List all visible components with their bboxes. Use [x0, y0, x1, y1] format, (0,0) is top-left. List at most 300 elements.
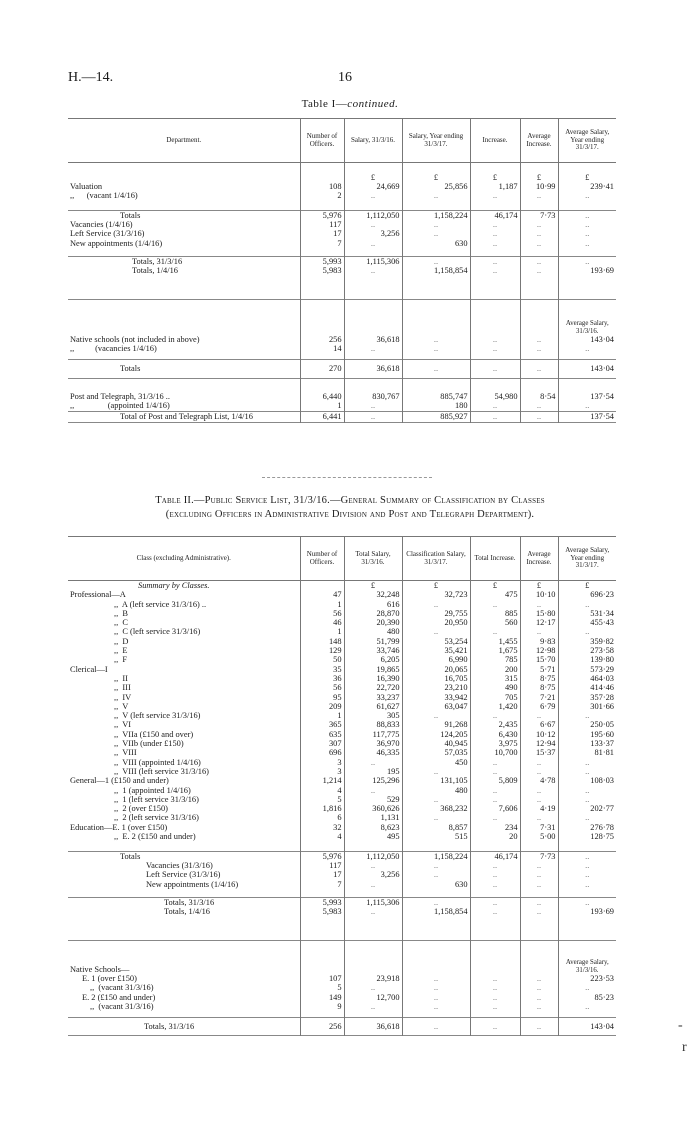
- cell-value: ..: [344, 880, 402, 889]
- cell-value: 1,131: [344, 813, 402, 822]
- cell-value: ..: [558, 813, 616, 822]
- row-label: ,, VIII (left service 31/3/16): [114, 766, 209, 776]
- row-label: [68, 173, 300, 182]
- cell-value: ..: [520, 993, 558, 1002]
- row-label: ,, 1 (appointed 1/4/16): [114, 785, 191, 795]
- cell-value: ..: [520, 907, 558, 916]
- cell-value: ..: [520, 1017, 558, 1035]
- cell-value: 6,441: [300, 411, 344, 422]
- cell-value: 88,833: [344, 720, 402, 729]
- cell-value: 129: [300, 646, 344, 655]
- cell-value: ..: [344, 861, 402, 870]
- summary-subheading: Summary by Classes.: [138, 581, 210, 590]
- cell-value: ..: [558, 983, 616, 992]
- row-label: E. 2 (£150 and under): [82, 992, 156, 1002]
- cell-value: 490: [470, 683, 520, 692]
- row-label: ,, VIIa (£150 and over): [114, 729, 194, 739]
- cell-value: 139·80: [558, 655, 616, 664]
- table-1-title-suffix: continued.: [347, 98, 399, 110]
- table-1: [68, 118, 616, 423]
- table-row: [68, 861, 616, 870]
- cell-value: 495: [344, 832, 402, 841]
- cell-value: ..: [402, 1017, 470, 1035]
- cell-value: 25,856: [402, 182, 470, 191]
- cell-value: 5,976: [300, 210, 344, 220]
- cell-value: ..: [402, 229, 470, 238]
- cell-value: 180: [402, 401, 470, 411]
- cell-value: 635: [300, 730, 344, 739]
- cell-value: ..: [520, 758, 558, 767]
- cell-value: ..: [344, 758, 402, 767]
- table-row: [68, 813, 616, 822]
- cell-value: ..: [470, 344, 520, 353]
- row-label: Totals: [120, 210, 141, 220]
- cell-value: 28,870: [344, 609, 402, 618]
- row-label: Totals: [120, 364, 141, 374]
- cell-value: 885: [470, 609, 520, 618]
- cell-value: 3: [300, 767, 344, 776]
- cell-value: ..: [402, 861, 470, 870]
- cell-value: 15·70: [520, 655, 558, 664]
- cell-value: ..: [520, 711, 558, 720]
- cell-value: 315: [470, 674, 520, 683]
- cell-value: 91,268: [402, 720, 470, 729]
- cell-value: 29,755: [402, 609, 470, 618]
- row-label: New appointments (1/4/16): [70, 238, 163, 248]
- native-avg-header: Average Salary, 31/3/16.: [558, 940, 616, 974]
- cell-value: 24,669: [344, 182, 402, 191]
- cell-value: 6·79: [520, 702, 558, 711]
- cell-value: ..: [402, 335, 470, 344]
- table-row: [68, 880, 616, 889]
- margin-mark: -: [678, 1018, 683, 1033]
- cell-value: 8·54: [520, 392, 558, 401]
- row-label: ,, V (left service 31/3/16): [114, 711, 201, 721]
- cell-value: ..: [558, 401, 616, 411]
- cell-value: 195: [344, 767, 402, 776]
- cell-value: 529: [344, 795, 402, 804]
- table-row: [68, 720, 616, 729]
- table-row: [68, 618, 616, 627]
- cell-value: ..: [470, 767, 520, 776]
- cell-value: 33,942: [402, 693, 470, 702]
- pound-cell: [300, 581, 344, 591]
- table-row: [68, 665, 616, 674]
- table-row: [68, 795, 616, 804]
- cell-value: 630: [402, 239, 470, 248]
- cell-value: ..: [470, 974, 520, 983]
- cell-value: 359·82: [558, 637, 616, 646]
- cell-value: 46,174: [470, 851, 520, 861]
- cell-value: 1,187: [470, 182, 520, 191]
- row-label: ,, (vacant 1/4/16): [70, 191, 138, 201]
- row-label: ,, V: [114, 701, 129, 711]
- section-divider: [262, 477, 432, 478]
- cell-value: ..: [470, 870, 520, 879]
- cell-value: ..: [470, 229, 520, 238]
- cell-value: 830,767: [344, 392, 402, 401]
- cell-value: 1: [300, 627, 344, 636]
- cell-value: 464·03: [558, 674, 616, 683]
- cell-value: ..: [470, 360, 520, 378]
- cell-value: 696: [300, 748, 344, 757]
- table-row: [68, 870, 616, 879]
- cell-value: ..: [402, 993, 470, 1002]
- cell-value: 480: [402, 786, 470, 795]
- cell-value: 8·75: [520, 674, 558, 683]
- cell-value: 133·37: [558, 739, 616, 748]
- cell-value: ..: [402, 983, 470, 992]
- cell-value: 36,618: [344, 360, 402, 378]
- table-row: [68, 674, 616, 683]
- cell-value: ..: [344, 1002, 402, 1011]
- row-label: Valuation: [70, 181, 103, 191]
- cell-value: ..: [520, 795, 558, 804]
- cell-value: 785: [470, 655, 520, 664]
- table-row: [68, 191, 616, 200]
- cell-value: 3,975: [470, 739, 520, 748]
- cell-value: ..: [402, 360, 470, 378]
- cell-value: ..: [470, 880, 520, 889]
- cell-value: 3,256: [344, 229, 402, 238]
- row-label: Left Service (31/3/16): [70, 229, 145, 239]
- cell-value: 33,746: [344, 646, 402, 655]
- table-1-header: [68, 119, 616, 163]
- table-row: [68, 786, 616, 795]
- pound-row: [68, 173, 616, 182]
- cell-value: 250·05: [558, 720, 616, 729]
- table-row: [68, 693, 616, 702]
- cell-value: 1,455: [470, 637, 520, 646]
- cell-value: ..: [520, 861, 558, 870]
- table-row: [68, 600, 616, 609]
- cell-value: 7·73: [520, 210, 558, 220]
- cell-value: ..: [558, 870, 616, 879]
- cell-value: 5·71: [520, 665, 558, 674]
- cell-value: ..: [520, 786, 558, 795]
- cell-value: 256: [300, 1017, 344, 1035]
- cell-value: ..: [402, 795, 470, 804]
- col-header-officers: Number of Officers.: [300, 119, 344, 163]
- cell-value: ..: [344, 907, 402, 916]
- cell-value: 2: [300, 191, 344, 200]
- cell-value: 56: [300, 683, 344, 692]
- table-row: [68, 1002, 616, 1011]
- col-header-total-increase: Total Increase.: [470, 537, 520, 581]
- table-row: [68, 220, 616, 229]
- native-avg-header-row: [68, 940, 616, 974]
- row-label: ,, III: [114, 683, 131, 693]
- cell-value: 200: [470, 665, 520, 674]
- cell-value: ..: [520, 239, 558, 248]
- table-row: [68, 609, 616, 618]
- cell-value: 57,035: [402, 748, 470, 757]
- cell-value: ..: [520, 813, 558, 822]
- cell-value: ..: [402, 600, 470, 609]
- row-label: Totals, 31/3/16: [164, 897, 215, 907]
- cell-value: 4·19: [520, 804, 558, 813]
- cell-value: 480: [344, 627, 402, 636]
- cell-value: 560: [470, 618, 520, 627]
- cell-value: 117: [300, 220, 344, 229]
- cell-value: ..: [470, 191, 520, 200]
- table-row: [68, 851, 616, 861]
- cell-value: [300, 173, 344, 182]
- cell-value: 455·43: [558, 618, 616, 627]
- cell-value: 885,927: [402, 411, 470, 422]
- cell-value: 81·81: [558, 748, 616, 757]
- cell-value: ..: [558, 600, 616, 609]
- cell-value: 36,618: [344, 335, 402, 344]
- col-header-average-increase: Average Increase.: [520, 537, 558, 581]
- cell-value: ..: [558, 861, 616, 870]
- table-row: [68, 730, 616, 739]
- cell-value: 7·31: [520, 823, 558, 832]
- cell-value: 20: [470, 832, 520, 841]
- cell-value: ..: [558, 758, 616, 767]
- cell-value: 12,700: [344, 993, 402, 1002]
- cell-value: ..: [520, 191, 558, 200]
- cell-value: 270: [300, 360, 344, 378]
- cell-value: ..: [520, 767, 558, 776]
- cell-value: 2,435: [470, 720, 520, 729]
- col-header-salary: Salary, 31/3/16.: [344, 119, 402, 163]
- table-row: [68, 646, 616, 655]
- cell-value: 276·78: [558, 823, 616, 832]
- cell-value: ..: [470, 758, 520, 767]
- cell-value: 515: [402, 832, 470, 841]
- table-row: [68, 711, 616, 720]
- cell-value: 17: [300, 229, 344, 238]
- col-header-increase: Increase.: [470, 119, 520, 163]
- cell-value: 23,918: [344, 974, 402, 983]
- cell-value: 137·54: [558, 392, 616, 401]
- row-label: ,, (vacant 31/3/16): [90, 983, 154, 993]
- cell-value: 143·04: [558, 1017, 616, 1035]
- cell-value: 6,205: [344, 655, 402, 664]
- cell-value: ..: [520, 266, 558, 275]
- cell-value: ..: [470, 711, 520, 720]
- cell-value: ..: [402, 767, 470, 776]
- cell-value: 1,112,050: [344, 210, 402, 220]
- cell-value: ..: [520, 344, 558, 353]
- pound-cell: £: [470, 581, 520, 591]
- table-1-title: [0, 98, 700, 110]
- cell-value: ..: [520, 401, 558, 411]
- row-label: ,, (vacancies 1/4/16): [70, 344, 157, 354]
- cell-value: ..: [558, 851, 616, 861]
- cell-value: ..: [558, 786, 616, 795]
- cell-value: 12·94: [520, 739, 558, 748]
- cell-value: 51,799: [344, 637, 402, 646]
- cell-value: 10·12: [520, 730, 558, 739]
- cell-value: 12·98: [520, 646, 558, 655]
- cell-value: 36,618: [344, 1017, 402, 1035]
- cell-value: 20,950: [402, 618, 470, 627]
- cell-value: ..: [402, 627, 470, 636]
- cell-value: 1: [300, 401, 344, 411]
- cell-value: 95: [300, 693, 344, 702]
- col-header-average-salary: Average Salary, Year ending 31/3/17.: [558, 119, 616, 163]
- native-avg-header: Average Salary, 31/3/16.: [558, 299, 616, 335]
- cell-value: 7: [300, 880, 344, 889]
- table-row: [68, 683, 616, 692]
- pound-cell: £: [558, 581, 616, 591]
- summary-subheading-row: [68, 581, 616, 591]
- cell-value: 33,237: [344, 693, 402, 702]
- cell-value: 6,440: [300, 392, 344, 401]
- cell-value: 573·29: [558, 665, 616, 674]
- cell-value: £: [402, 173, 470, 182]
- table-row: [68, 182, 616, 191]
- page-number: 16: [338, 70, 352, 85]
- cell-value: 10·99: [520, 182, 558, 191]
- table-row: [68, 401, 616, 411]
- table-2-header: [68, 537, 616, 581]
- cell-value: 19,865: [344, 665, 402, 674]
- table-row: [68, 637, 616, 646]
- cell-value: 5·00: [520, 832, 558, 841]
- cell-value: 5,993: [300, 256, 344, 266]
- row-label: Professional—A: [70, 590, 126, 600]
- cell-value: 20,390: [344, 618, 402, 627]
- cell-value: ..: [520, 870, 558, 879]
- row-label: ,, (vacant 31/3/16): [90, 1001, 154, 1011]
- cell-value: 53,254: [402, 637, 470, 646]
- row-label: New appointments (1/4/16): [146, 879, 239, 889]
- table-row: [68, 748, 616, 757]
- cell-value: ..: [520, 411, 558, 422]
- cell-value: 273·58: [558, 646, 616, 655]
- cell-value: ..: [558, 627, 616, 636]
- cell-value: ..: [558, 210, 616, 220]
- row-label: ,, II: [114, 673, 128, 683]
- cell-value: 85·23: [558, 993, 616, 1002]
- cell-value: 1: [300, 600, 344, 609]
- cell-value: 36,970: [344, 739, 402, 748]
- cell-value: 1,158,854: [402, 907, 470, 916]
- cell-value: ..: [470, 993, 520, 1002]
- cell-value: 5,809: [470, 776, 520, 785]
- cell-value: 128·75: [558, 832, 616, 841]
- cell-value: ..: [402, 974, 470, 983]
- cell-value: 10,700: [470, 748, 520, 757]
- cell-value: 234: [470, 823, 520, 832]
- cell-value: ..: [470, 1017, 520, 1035]
- cell-value: 4·78: [520, 776, 558, 785]
- row-label: ,, VI: [114, 720, 132, 730]
- row-label: Totals, 1/4/16: [132, 265, 178, 275]
- cell-value: 5,993: [300, 897, 344, 907]
- cell-value: ..: [558, 795, 616, 804]
- cell-value: 195·60: [558, 730, 616, 739]
- cell-value: ..: [344, 220, 402, 229]
- page-code: H.—14.: [68, 70, 114, 85]
- cell-value: ..: [470, 220, 520, 229]
- cell-value: £: [344, 173, 402, 182]
- cell-value: 148: [300, 637, 344, 646]
- cell-value: 616: [344, 600, 402, 609]
- cell-value: ..: [402, 711, 470, 720]
- cell-value: ..: [520, 627, 558, 636]
- pound-cell: £: [402, 581, 470, 591]
- cell-value: 17: [300, 870, 344, 879]
- cell-value: ..: [558, 767, 616, 776]
- row-label: ,, E. 2 (£150 and under): [114, 832, 196, 842]
- cell-value: 54,980: [470, 392, 520, 401]
- cell-value: 32,248: [344, 590, 402, 599]
- cell-value: 202·77: [558, 804, 616, 813]
- cell-value: ..: [470, 1002, 520, 1011]
- cell-value: 360,626: [344, 804, 402, 813]
- cell-value: ..: [520, 229, 558, 238]
- cell-value: ..: [558, 880, 616, 889]
- cell-value: ..: [470, 335, 520, 344]
- cell-value: 108: [300, 182, 344, 191]
- cell-value: 368,232: [402, 804, 470, 813]
- cell-value: 137·54: [558, 411, 616, 422]
- cell-value: 7·73: [520, 851, 558, 861]
- table-row: [68, 627, 616, 636]
- pound-cell: £: [344, 581, 402, 591]
- cell-value: ..: [344, 239, 402, 248]
- cell-value: 696·23: [558, 590, 616, 599]
- cell-value: 47: [300, 590, 344, 599]
- col-header-officers: Number of Officers.: [300, 537, 344, 581]
- table-row: [68, 210, 616, 220]
- col-header-salary-year: Salary, Year ending 31/3/17.: [402, 119, 470, 163]
- cell-value: 1,158,854: [402, 266, 470, 275]
- cell-value: 5: [300, 795, 344, 804]
- table-row: [68, 655, 616, 664]
- table-row: [68, 993, 616, 1002]
- cell-value: 209: [300, 702, 344, 711]
- cell-value: ..: [558, 229, 616, 238]
- cell-value: 3,256: [344, 870, 402, 879]
- row-label: Left Service (31/3/16): [146, 870, 221, 880]
- cell-value: 149: [300, 993, 344, 1002]
- cell-value: 46: [300, 618, 344, 627]
- cell-value: 1,115,306: [344, 897, 402, 907]
- cell-value: ..: [470, 861, 520, 870]
- cell-value: 4: [300, 832, 344, 841]
- row-label: ,, F: [114, 655, 128, 665]
- cell-value: 35,421: [402, 646, 470, 655]
- cell-value: ..: [470, 897, 520, 907]
- cell-value: 5: [300, 983, 344, 992]
- table-row: [68, 702, 616, 711]
- cell-value: 56: [300, 609, 344, 618]
- row-label: ,, IV: [114, 692, 132, 702]
- cell-value: ..: [470, 239, 520, 248]
- cell-value: 117,775: [344, 730, 402, 739]
- cell-value: 475: [470, 590, 520, 599]
- cell-value: ..: [520, 360, 558, 378]
- cell-value: ..: [470, 411, 520, 422]
- table-row: [68, 392, 616, 401]
- cell-value: ..: [520, 256, 558, 266]
- cell-value: 365: [300, 720, 344, 729]
- cell-value: ..: [470, 813, 520, 822]
- cell-value: ..: [402, 256, 470, 266]
- cell-value: 15·80: [520, 609, 558, 618]
- table-row: [68, 335, 616, 344]
- cell-value: ..: [344, 401, 402, 411]
- cell-value: ..: [470, 600, 520, 609]
- row-label: ,, A (left service 31/3/16) ..: [114, 599, 207, 609]
- cell-value: 16,705: [402, 674, 470, 683]
- row-label: ,, 2 (left service 31/3/16): [114, 813, 199, 823]
